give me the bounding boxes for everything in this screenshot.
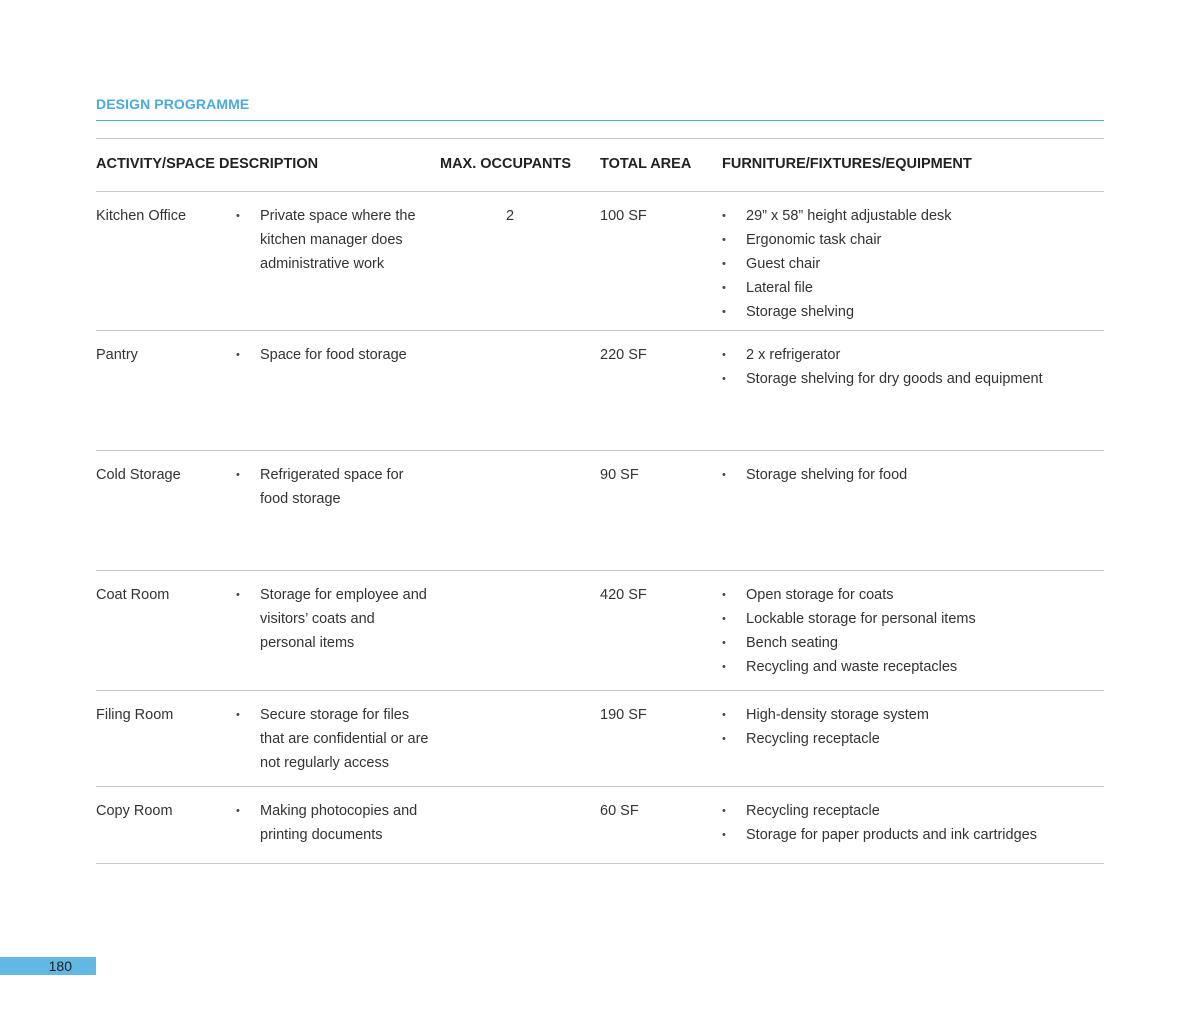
- furniture-item: • Recycling receptacle: [722, 799, 1104, 823]
- total-area: 420 SF: [600, 587, 647, 603]
- space-description: [236, 463, 432, 511]
- description-text: • Refrigerated space for food storage: [236, 463, 432, 511]
- total-area: 190 SF: [600, 707, 647, 723]
- furniture-item: • 29” x 58” height adjustable desk: [722, 204, 1104, 228]
- page-number: 180: [48, 958, 72, 974]
- table-row: [96, 571, 1104, 691]
- furniture-list: [722, 703, 1104, 751]
- header-area: TOTAL AREA: [600, 156, 692, 172]
- description-text: • Storage for employee and visitors’ coats and personal items: [236, 583, 432, 655]
- space-name: Copy Room: [96, 803, 173, 819]
- header-activity: ACTIVITY/SPACE DESCRIPTION: [96, 156, 319, 172]
- description-text: • Making photocopies and printing documents: [236, 799, 432, 847]
- furniture-list: [722, 204, 1104, 324]
- table-row: [96, 331, 1104, 451]
- description-text: • Space for food storage: [236, 343, 432, 367]
- furniture-list: [722, 343, 1104, 391]
- page-tab: [0, 957, 96, 975]
- furniture-item: • Recycling receptacle: [722, 727, 1104, 751]
- furniture-list: [722, 463, 1104, 487]
- total-area: 90 SF: [600, 467, 639, 483]
- furniture-item: • Storage for paper products and ink cartridges: [722, 823, 1104, 847]
- table-row: [96, 691, 1104, 787]
- max-occupants: 2: [505, 208, 515, 224]
- furniture-item: • Ergonomic task chair: [722, 228, 1104, 252]
- header-furniture: FURNITURE/FIXTURES/EQUIPMENT: [722, 156, 972, 172]
- furniture-item: • Storage shelving for dry goods and equipment: [722, 367, 1104, 391]
- table-top-rule: [96, 138, 1104, 139]
- space-name: Pantry: [96, 347, 138, 363]
- total-area: 100 SF: [600, 208, 647, 224]
- space-name: Filing Room: [96, 707, 174, 723]
- space-description: [236, 703, 432, 775]
- furniture-list: [722, 799, 1104, 847]
- total-area: 60 SF: [600, 803, 639, 819]
- space-name: Kitchen Office: [96, 208, 187, 224]
- furniture-item: • Bench seating: [722, 631, 1104, 655]
- furniture-item: • Lateral file: [722, 276, 1104, 300]
- space-name: Coat Room: [96, 587, 170, 603]
- table-row: [96, 787, 1104, 864]
- section-title: DESIGN PROGRAMME: [96, 96, 250, 112]
- title-rule: [96, 120, 1104, 121]
- space-description: [236, 799, 432, 847]
- description-text: • Private space where the kitchen manager does administrative work: [236, 204, 432, 276]
- description-text: • Secure storage for files that are confidential or are not regularly access: [236, 703, 432, 775]
- furniture-item: • Guest chair: [722, 252, 1104, 276]
- furniture-item: • High-density storage system: [722, 703, 1104, 727]
- furniture-item: • Storage shelving: [722, 300, 1104, 324]
- furniture-item: • 2 x refrigerator: [722, 343, 1104, 367]
- table-row: [96, 192, 1104, 331]
- space-description: [236, 204, 432, 276]
- header-occupants: MAX. OCCUPANTS: [440, 156, 572, 172]
- furniture-item: • Lockable storage for personal items: [722, 607, 1104, 631]
- space-description: [236, 343, 432, 367]
- furniture-item: • Storage shelving for food: [722, 463, 1104, 487]
- furniture-list: [722, 583, 1104, 679]
- space-name: Cold Storage: [96, 467, 181, 483]
- table-row: [96, 451, 1104, 571]
- total-area: 220 SF: [600, 347, 647, 363]
- furniture-item: • Open storage for coats: [722, 583, 1104, 607]
- space-description: [236, 583, 432, 655]
- furniture-item: • Recycling and waste receptacles: [722, 655, 1104, 679]
